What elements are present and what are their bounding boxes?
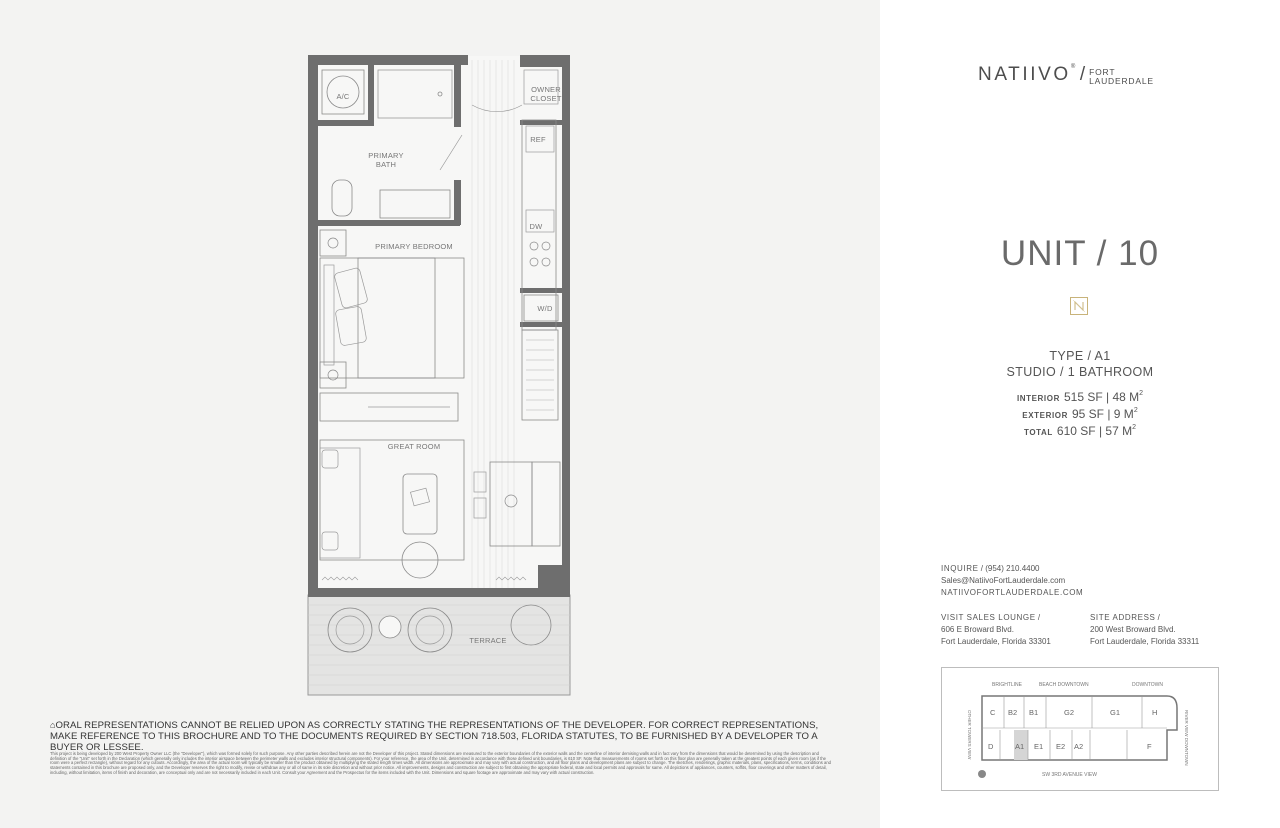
unit-layout: STUDIO / 1 BATHROOM	[1006, 365, 1154, 379]
contact-sales-lounge: VISIT SALES LOUNGE / 606 E Broward Blvd. Fort Lauderdale, Florida 33301	[941, 613, 1051, 646]
key-plan	[941, 667, 1219, 791]
key-plan-drawing	[942, 668, 1218, 790]
email-link[interactable]: Sales@NatiivoFortLauderdale.com	[941, 576, 1066, 585]
unit-a2: A2	[1074, 742, 1084, 751]
disclaimer-main: ⌂ORAL REPRESENTATIONS CANNOT BE RELIED UPON AS CORRECTLY STATING THE REPRESENTATIONS OF THE DEVELOPER. FOR CORRECT REPRESENTATIONS, MAKE REFERENCE TO THIS BROCHURE AND TO THE DOCUMENTS REQUIRED BY SECTION 718.503, FLORIDA STATUTES, TO BE FURNISHED BY A DEVELOPER TO A BUYER OR LESSEE.	[50, 720, 819, 753]
view-label-right: RIVER VIEW DOWNTOWN	[1184, 710, 1189, 766]
website-link[interactable]: NATIIVOFORTLAUDERDALE.COM	[941, 588, 1084, 597]
area-exterior: EXTERIOR 95 SF | 9 $M^2$	[1022, 407, 1138, 421]
area-interior: INTERIOR 515 SF | 48 $M^2$	[1016, 390, 1144, 404]
n-emblem-icon	[1070, 297, 1088, 315]
view-label-top-3: DOWNTOWN	[1132, 682, 1164, 688]
label-primary-bedroom: PRIMARY BEDROOM	[375, 242, 453, 251]
view-label-top-2: BEACH DOWNTOWN	[1039, 682, 1089, 688]
label-great-room: GREAT ROOM	[387, 442, 441, 451]
unit-c: C	[990, 708, 996, 717]
home-icon: ⌂	[50, 720, 56, 730]
label-primary-bath: PRIMARY BATH	[368, 151, 404, 169]
area-total: TOTAL 610 SF | 57 $M^2$	[1023, 424, 1136, 438]
unit-b1: B1	[1029, 708, 1039, 717]
disclaimer-fine: This project is being developed by 200 West Property Owner LLC (the "Developer"), which was formed solely for such purpose. Any other parties described herein are not the Developer of this project. Stated dimensions are measured to the exterior boundaries of the exterior walls and the centerline of interior demising walls and in fact vary from the dimensions that would be determined by using the description and definition of the "Unit" set forth in the Declaration (which generally only includes the interior airspace between the perimeter walls and excludes interior structural components). For your reference, the area of the Unit, determined in accordance with those defined unit boundaries, is 610 SF. Note that measurements of rooms set forth on this floor plan are generally taken at the greatest points of each given room (as if the room were a perfect rectangle), without regard for any cutouts. Accordingly, the area of the actual room will typically be smaller than the product obtained by multiplying the stated length times width. All dimensions are approximate and may vary with actual construction, and all floor plans and development plans are subject to change. The sketches, renderings, graphic materials, plans, specifications, terms, conditions and statements contained in this brochure are proposed only, and the Developer reserves the right to modify, revise or withdraw any or all of same in its sole discretion and without prior notice. All improvements, designs and construction are subject to first obtaining the appropriate federal, state and local permits and approvals for same. All depictions of appliances, counters, soffits, floor coverings and other matters of detail, including, without limitation, items of finish and decoration, are conceptual only and are not necessarily included in each Unit. Consult your Agreement and the Prospectus for the items included with the Unit. Dimensions and square footage are approximate and may vary with actual construction.	[50, 751, 831, 775]
unit-a1: A1	[1015, 742, 1025, 751]
unit-f: F	[1147, 742, 1152, 751]
label-ref: REF	[530, 135, 546, 144]
unit-b2: B2	[1008, 708, 1018, 717]
view-label-left: OTHER TOWERS VIEW	[967, 710, 972, 760]
phone[interactable]: (954) 210.4400	[985, 564, 1040, 573]
label-ac: A/C	[336, 92, 350, 101]
label-terrace: TERRACE	[469, 636, 507, 645]
unit-g2: G2	[1064, 708, 1075, 717]
brand-city: FORT LAUDERDALE	[1089, 67, 1154, 86]
label-dw: DW	[529, 222, 543, 231]
view-label-top-1: BRIGHTLINE	[992, 682, 1023, 688]
brand-slash: /	[1079, 64, 1086, 85]
brand-logo	[978, 64, 1154, 86]
unit-title: UNIT / 10	[1000, 234, 1160, 273]
unit-g1: G1	[1110, 708, 1121, 717]
unit-e1: E1	[1034, 742, 1044, 751]
view-label-bottom: SW 3RD AVENUE VIEW	[1042, 772, 1097, 778]
contact-site-address: SITE ADDRESS / 200 West Broward Blvd. Fort Lauderdale, Florida 33311	[1090, 613, 1200, 646]
unit-h: H	[1152, 708, 1158, 717]
unit-e2: E2	[1056, 742, 1066, 751]
label-owner-closet: OWNER CLOSET	[530, 85, 562, 103]
compass-icon	[978, 770, 986, 778]
label-wd: W/D	[537, 304, 553, 313]
unit-d: D	[988, 742, 994, 751]
floor-plan	[300, 50, 580, 700]
contact-inquire: INQUIRE / (954) 210.4400 Sales@NatiivoFortLauderdale.com NATIIVOFORTLAUDERDALE.COM	[941, 564, 1084, 597]
brand-name: NATIIVO®	[978, 64, 1078, 85]
unit-type: TYPE / A1	[1049, 349, 1111, 363]
